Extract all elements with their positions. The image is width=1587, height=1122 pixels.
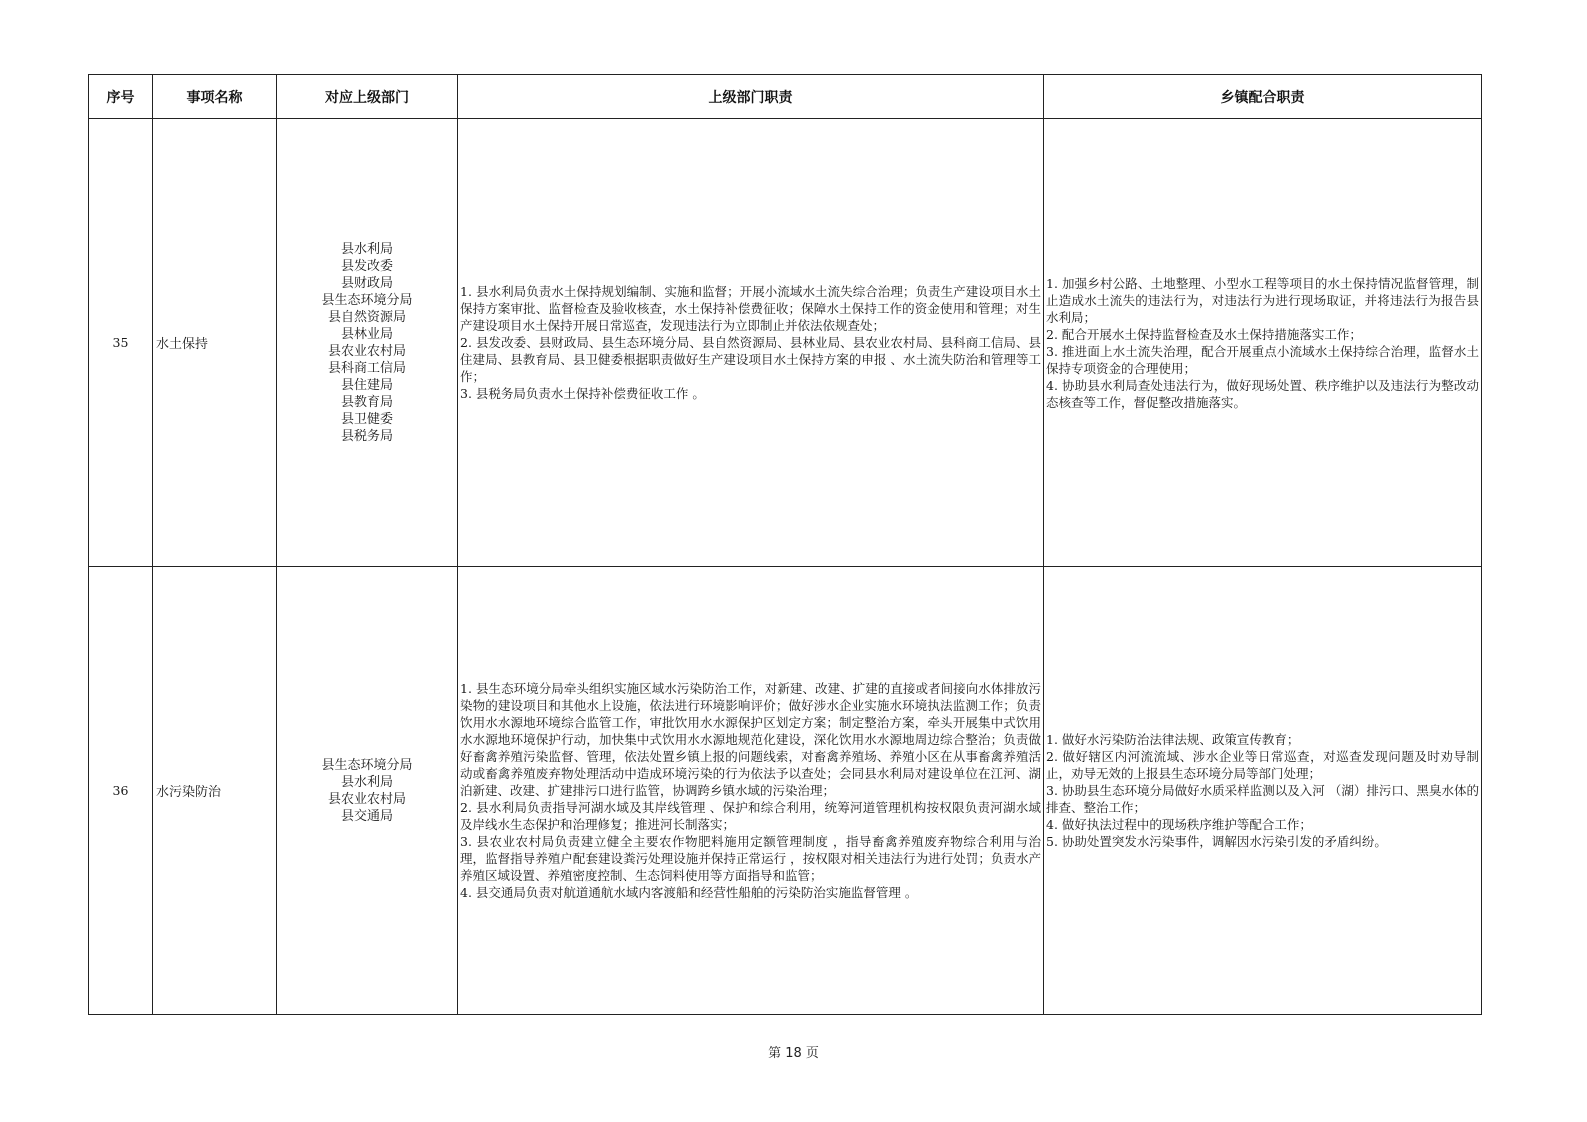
department-name: 县交通局: [340, 808, 393, 824]
town-duty-item: 3. 协助县生态环境分局做好水质采样监测以及入河 （湖）排污口、黑臭水体的排查、整治工作；: [1046, 783, 1479, 815]
row-serial-no: 35: [89, 119, 153, 567]
town-duty-item: 4. 协助县水利局查处违法行为，做好现场处置、秩序维护以及违法行为整改动态核查等工作，督促整改措施落实。: [1046, 377, 1479, 410]
row-serial-no: 36: [89, 567, 153, 1015]
upper-duty-item: 4. 县交通局负责对航道通航水域内客渡船和经营性船舶的污染防治实施监督管理 。: [460, 885, 918, 900]
responsibility-table: [88, 74, 1482, 1015]
row-item-name: 水土保持: [153, 119, 277, 567]
header-upper-department: 对应上级部门: [277, 75, 458, 119]
header-town-duties: 乡镇配合职责: [1044, 75, 1482, 119]
page-number: 第 18 页: [768, 1046, 819, 1061]
row-town-duties: [1044, 567, 1482, 1015]
department-name: 县住建局: [340, 377, 393, 393]
upper-duty-item: 2. 县水利局负责指导河湖水域及其岸线管理 、保护和综合利用，统筹河道管理机构按权限负责河湖水域及岸线水生态保护和治理修复；推进河长制落实；: [460, 800, 1041, 832]
upper-duty-item: 2. 县发改委、县财政局、县生态环境分局、县自然资源局、县林业局、县农业农村局、县科商工信局、县住建局、县教育局、县卫健委根据职责做好生产建设项目水土保持方案的申报 、水土流失防治和管理等工作；: [460, 335, 1041, 384]
department-name: 县水利局: [340, 774, 393, 790]
department-name: 县农业农村局: [327, 343, 406, 359]
header-item-name: 事项名称: [153, 75, 277, 119]
town-duty-item: 1. 加强乡村公路、土地整理、小型水工程等项目的水土保持情况监督管理，制止造成水土流失的违法行为，对违法行为进行现场取证，并将违法行为报告县水利局；: [1046, 275, 1479, 325]
row-departments: [277, 567, 458, 1015]
row-upper-duties: [458, 119, 1044, 567]
town-duty-item: 1. 做好水污染防治法律法规、政策宣传教育；: [1046, 732, 1300, 747]
town-duty-item: 4. 做好执法过程中的现场秩序维护等配合工作；: [1046, 817, 1312, 832]
department-name: 县生态环境分局: [321, 292, 413, 308]
department-name: 县农业农村局: [327, 791, 406, 807]
department-name: 县税务局: [340, 428, 393, 444]
town-duty-item: 2. 做好辖区内河流流域、涉水企业等日常巡查，对巡查发现问题及时劝导制止，劝导无效的上报县生态环境分局等部门处理；: [1046, 749, 1479, 781]
upper-duty-item: 3. 县税务局负责水土保持补偿费征收工作 。: [460, 386, 705, 401]
department-name: 县水利局: [340, 241, 393, 257]
town-duty-item: 2. 配合开展水土保持监督检查及水土保持措施落实工作；: [1046, 326, 1362, 342]
table-row: [89, 119, 1482, 567]
department-name: 县卫健委: [340, 411, 393, 427]
department-name: 县自然资源局: [327, 309, 406, 325]
upper-duty-item: 1. 县水利局负责水土保持规划编制、实施和监督；开展小流域水土流失综合治理；负责生产建设项目水土保持方案审批、监督检查及验收核查，水土保持补偿费征收；保障水土保持工作的资金使用和管理；对生产建设项目水土保持开展日常巡查，发现违法行为立即制止并依法依规查处；: [460, 284, 1041, 333]
department-name: 县发改委: [340, 258, 393, 274]
upper-duty-item: 3. 县农业农村局负责建立健全主要农作物肥料施用定额管理制度 ，指导畜禽养殖废弃物综合利用与治理，监督指导养殖户配套建设粪污处理设施并保持正常运行 ，按权限对相关违法行为进行处罚；负责水产养殖区域设置、养殖密度控制、生态饲料使用等方面指导和监管；: [460, 834, 1041, 883]
header-serial-no: 序号: [89, 75, 153, 119]
town-duty-item: 3. 推进面上水土流失治理，配合开展重点小流域水土保持综合治理，监督水土保持专项资金的合理使用；: [1046, 343, 1479, 376]
town-duty-item: 5. 协助处置突发水污染事件，调解因水污染引发的矛盾纠纷。: [1046, 834, 1387, 849]
department-name: 县财政局: [340, 275, 393, 291]
department-name: 县生态环境分局: [321, 757, 413, 773]
table-row: [89, 567, 1482, 1015]
department-name: 县教育局: [340, 394, 393, 410]
upper-duty-item: 1. 县生态环境分局牵头组织实施区域水污染防治工作，对新建、改建、扩建的直接或者间接向水体排放污染物的建设项目和其他水上设施，依法进行环境影响评价；做好涉水企业实施水环境执法监测工作；负责饮用水水源地环境综合监管工作，审批饮用水水源保护区划定方案；制定整治方案，牵头开展集中式饮用水水源地环境保护行动，加快集中式饮用水水源地规范化建设，深化饮用水水源地周边综合整治；负责做好畜禽养殖污染监督、管理，依法处置乡镇上报的问题线索，对畜禽养殖场、养殖小区在从事畜禽养殖活动或畜禽养殖废弃物处理活动中造成环境污染的行为依法予以查处；会同县水利局对建设单位在江河、湖泊新建、改建、扩建排污口进行监管，协调跨乡镇水域的污染治理；: [460, 681, 1041, 798]
department-name: 县科商工信局: [327, 360, 406, 376]
row-item-name: 水污染防治: [153, 567, 277, 1015]
department-name: 县林业局: [340, 326, 393, 342]
row-departments: [277, 119, 458, 567]
table-header-row: [89, 75, 1482, 119]
row-upper-duties: [458, 567, 1044, 1015]
row-town-duties: [1044, 119, 1482, 567]
header-upper-duties: 上级部门职责: [458, 75, 1044, 119]
